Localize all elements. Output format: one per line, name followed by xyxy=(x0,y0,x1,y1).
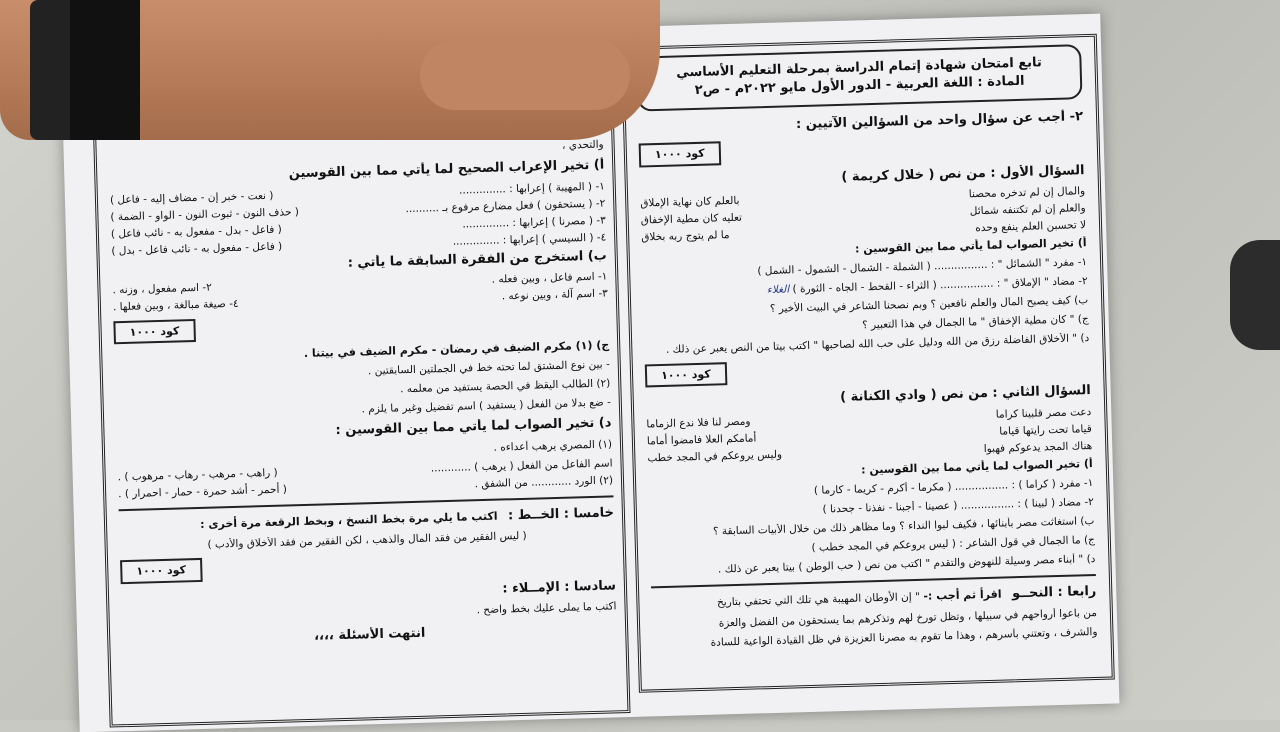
q2-a1: ١- مفرد ( كراما ) : ................ ( مكرما - أكرم - كريما - كارما ) xyxy=(813,476,1094,497)
q6-title: سادسا : الإمــلاء : xyxy=(502,578,617,597)
left-a-title: أ) تخير الإعراب الصحيح لما يأتي مما بين القوسين xyxy=(288,157,605,182)
poem-verse: لا تحسبن العلم ينفع وحده ما لم يتوج ربه بخلاق xyxy=(641,219,1087,244)
poem-verse: والعلم إن لم تكتنفه شمائل تعليه كان مطية الإخفاق xyxy=(640,201,1086,227)
extract-row: ١- اسم فاعل ، وبين فعله . ٢- اسم مفعول ، وزنه . xyxy=(112,270,608,297)
code-box: كود ١٠٠٠ xyxy=(113,319,195,345)
left-c3: - ضع بدلا من الفعل ( يستفيد ) اسم تفضيل وغير ما يلزم . xyxy=(361,396,612,416)
exam-end: انتهت الأسئلة ،،،، xyxy=(313,625,426,644)
exam-title: تابع امتحان شهادة إتمام الدراسة بمرحلة التعليم الأساسي xyxy=(676,55,1043,81)
q2-d: د) " أبناء مصر وسيلة للنهوض والتقدم " اكتب من نص ( حب الوطن ) بيتا يعبر عن ذلك . xyxy=(717,553,1096,576)
top-fragment: والتحدي ، xyxy=(561,138,604,152)
right-page xyxy=(636,44,1098,657)
q1-b: ب) كيف يصبح المال والعلم نافعين ؟ وبم نصحنا الشاعر في البيت الأخير ؟ xyxy=(769,294,1089,316)
parse-item: ٢- ( يستحقون ) فعل مضارع مرفوع بـ .......... ( حذف النون - ثبوت النون - الواو - الضمة ) xyxy=(110,197,606,223)
q2-a2: ٢- مضاد ( لبينا ) : ................ ( عصينا - أجبنا - نفذنا - جحدنا ) xyxy=(822,495,1094,516)
parse-item: ١- ( المهيبة ) إعرابها : .............. ( نعت - خبر إن - مضاف إليه - فاعل ) xyxy=(109,180,605,206)
handwritten-note: الغلاء xyxy=(766,283,790,297)
parse-item: ٤- ( السيسي ) إعرابها : .............. ( فاعل - مفعول به - نائب فاعل - بدل ) xyxy=(111,231,607,258)
q1-title: السؤال الأول : من نص ( خلال كريمة ) xyxy=(841,162,1085,185)
q2-c: ج) ما الجمال في قول الشاعر : ( ليس يروعكم في المجد خطب ) xyxy=(811,533,1096,554)
code-box: كود ١٠٠٠ xyxy=(645,362,727,388)
poem-verse: والمال إن لم تدخره محصنا بالعلم كان نهاية الإملاق xyxy=(640,184,1086,210)
left-d1: (١) المصري يرهب أعداءه . xyxy=(493,438,613,454)
q1-a-title: أ) تخير الصواب لما يأتي مما بين القوسين : xyxy=(854,236,1087,256)
shoe-photo xyxy=(1230,240,1280,350)
q5-heading: خامسا : الخــط : اكتب ما يلي مرة بخط النسخ ، وبخط الرقعة مرة أخرى : xyxy=(200,505,615,531)
q2-a-title: أ) تخير الصواب لما يأتي مما بين القوسين : xyxy=(861,456,1093,477)
left-page xyxy=(108,120,617,656)
left-c1: - بين نوع المشتق لما تحته خط في الجملتين السابقتين . xyxy=(367,358,610,378)
q5-text: ( ليس الفقير من فقد المال والذهب ، لكن الفقير من فقد الأخلاق والأدب ) xyxy=(207,530,527,551)
q1-a2: ٢- مضاد " الإملاق " : ................ ( الثراء - القحط - الجاه - الثورة ) الغلاء xyxy=(766,275,1088,297)
poem-verse: دعت مصر قلبينا كراما ومصر لنا فلا ندع الزماما xyxy=(646,405,1092,430)
q4-text-3: والشرف ، وتعتني بأسرهم ، وهذا ما تقوم به مصرنا العزيزة في ظل القيادة الواعية للسادة xyxy=(710,625,1098,649)
q6-instruction: اكتب ما يملى عليك بخط واضح . xyxy=(476,600,617,617)
left-c-title: ج) (١) مكرم الضيف في رمضان - مكرم الضيف في بيتنا . xyxy=(303,338,610,361)
q1-d: د) " الأخلاق الفاضلة رزق من الله ودليل على حب الله لصاحبها " اكتب بيتا من النص يعبر عن ذلك . xyxy=(665,332,1090,357)
parse-item: ٣- ( مصرنا ) إعرابها : .............. ( فاعل - بدل - مفعول به - نائب فاعل ) xyxy=(110,214,606,241)
wristwatch-photo xyxy=(30,0,125,140)
q1-c: ج) " كان مطية الإخفاق " ما الجمال في هذا التعبير ؟ xyxy=(861,313,1089,332)
code-box: كود ١٠٠٠ xyxy=(639,141,721,167)
code-box: كود ١٠٠٠ xyxy=(120,558,202,584)
q4-heading: رابعا : النحــو اقرأ ثم أجب :- " إن الأوطان المهيبة هي تلك التي تحتفي بتاريخ xyxy=(716,584,1097,609)
poem-verse: هناك المجد يدعوكم فهبوا وليس يروعكم في المجد خطب xyxy=(647,439,1093,465)
q1-a1: ١- مفرد " الشمائل " : ................ ( الشملة - الشمال - الشمول - الشمل ) xyxy=(757,255,1088,278)
extract-row: ٣- اسم آلة ، وبين نوعه . ٤- صيغة مبالغة ، وبين فعلها . xyxy=(112,287,608,314)
q2-title: السؤال الثاني : من نص ( وادي الكنانة ) xyxy=(839,383,1091,406)
q2-b: ب) استغاثت مصر بأبنائها ، فكيف لبوا النداء ؟ وما مظاهر ذلك من خلال الأبيات السابقة ؟ xyxy=(712,514,1095,538)
left-d-title: د) تخير الصواب لما يأتي مما بين القوسين : xyxy=(335,415,612,439)
question-intro: ٢- أجب عن سؤال واحد من السؤالين الآتيين : xyxy=(795,108,1084,132)
q4-text-2: من باعوا أرواحهم في سبيلها ، وتظل تورخ لهم وتذكرهم بما يستحقون من الفضل والعزة xyxy=(718,606,1098,630)
thumb-photo xyxy=(420,40,630,110)
exam-subject: المادة : اللغة العربية - الدور الأول مايو ٢٠٢٢م - ص٢ xyxy=(694,74,1025,99)
left-b-title: ب) استخرج من الفقرة السابقة ما يأتي : xyxy=(347,248,607,271)
choice-row: (٢) الورد ............ من الشفق . ( أحمر - أشد حمرة - حمار - احمرار ) . xyxy=(118,474,614,501)
exam-header xyxy=(636,44,1082,111)
poem-verse: قياما تحت رايتها قياما أمامكم العلا فامضوا أماما xyxy=(646,422,1092,448)
choice-row: اسم الفاعل من الفعل ( يرهب ) ............ ( راهب - مرهب - رهاب - مرهوب ) . xyxy=(117,457,613,483)
left-c2: (٢) الطالب اليقظ في الحصة يستفيد من معلمه . xyxy=(399,377,611,396)
